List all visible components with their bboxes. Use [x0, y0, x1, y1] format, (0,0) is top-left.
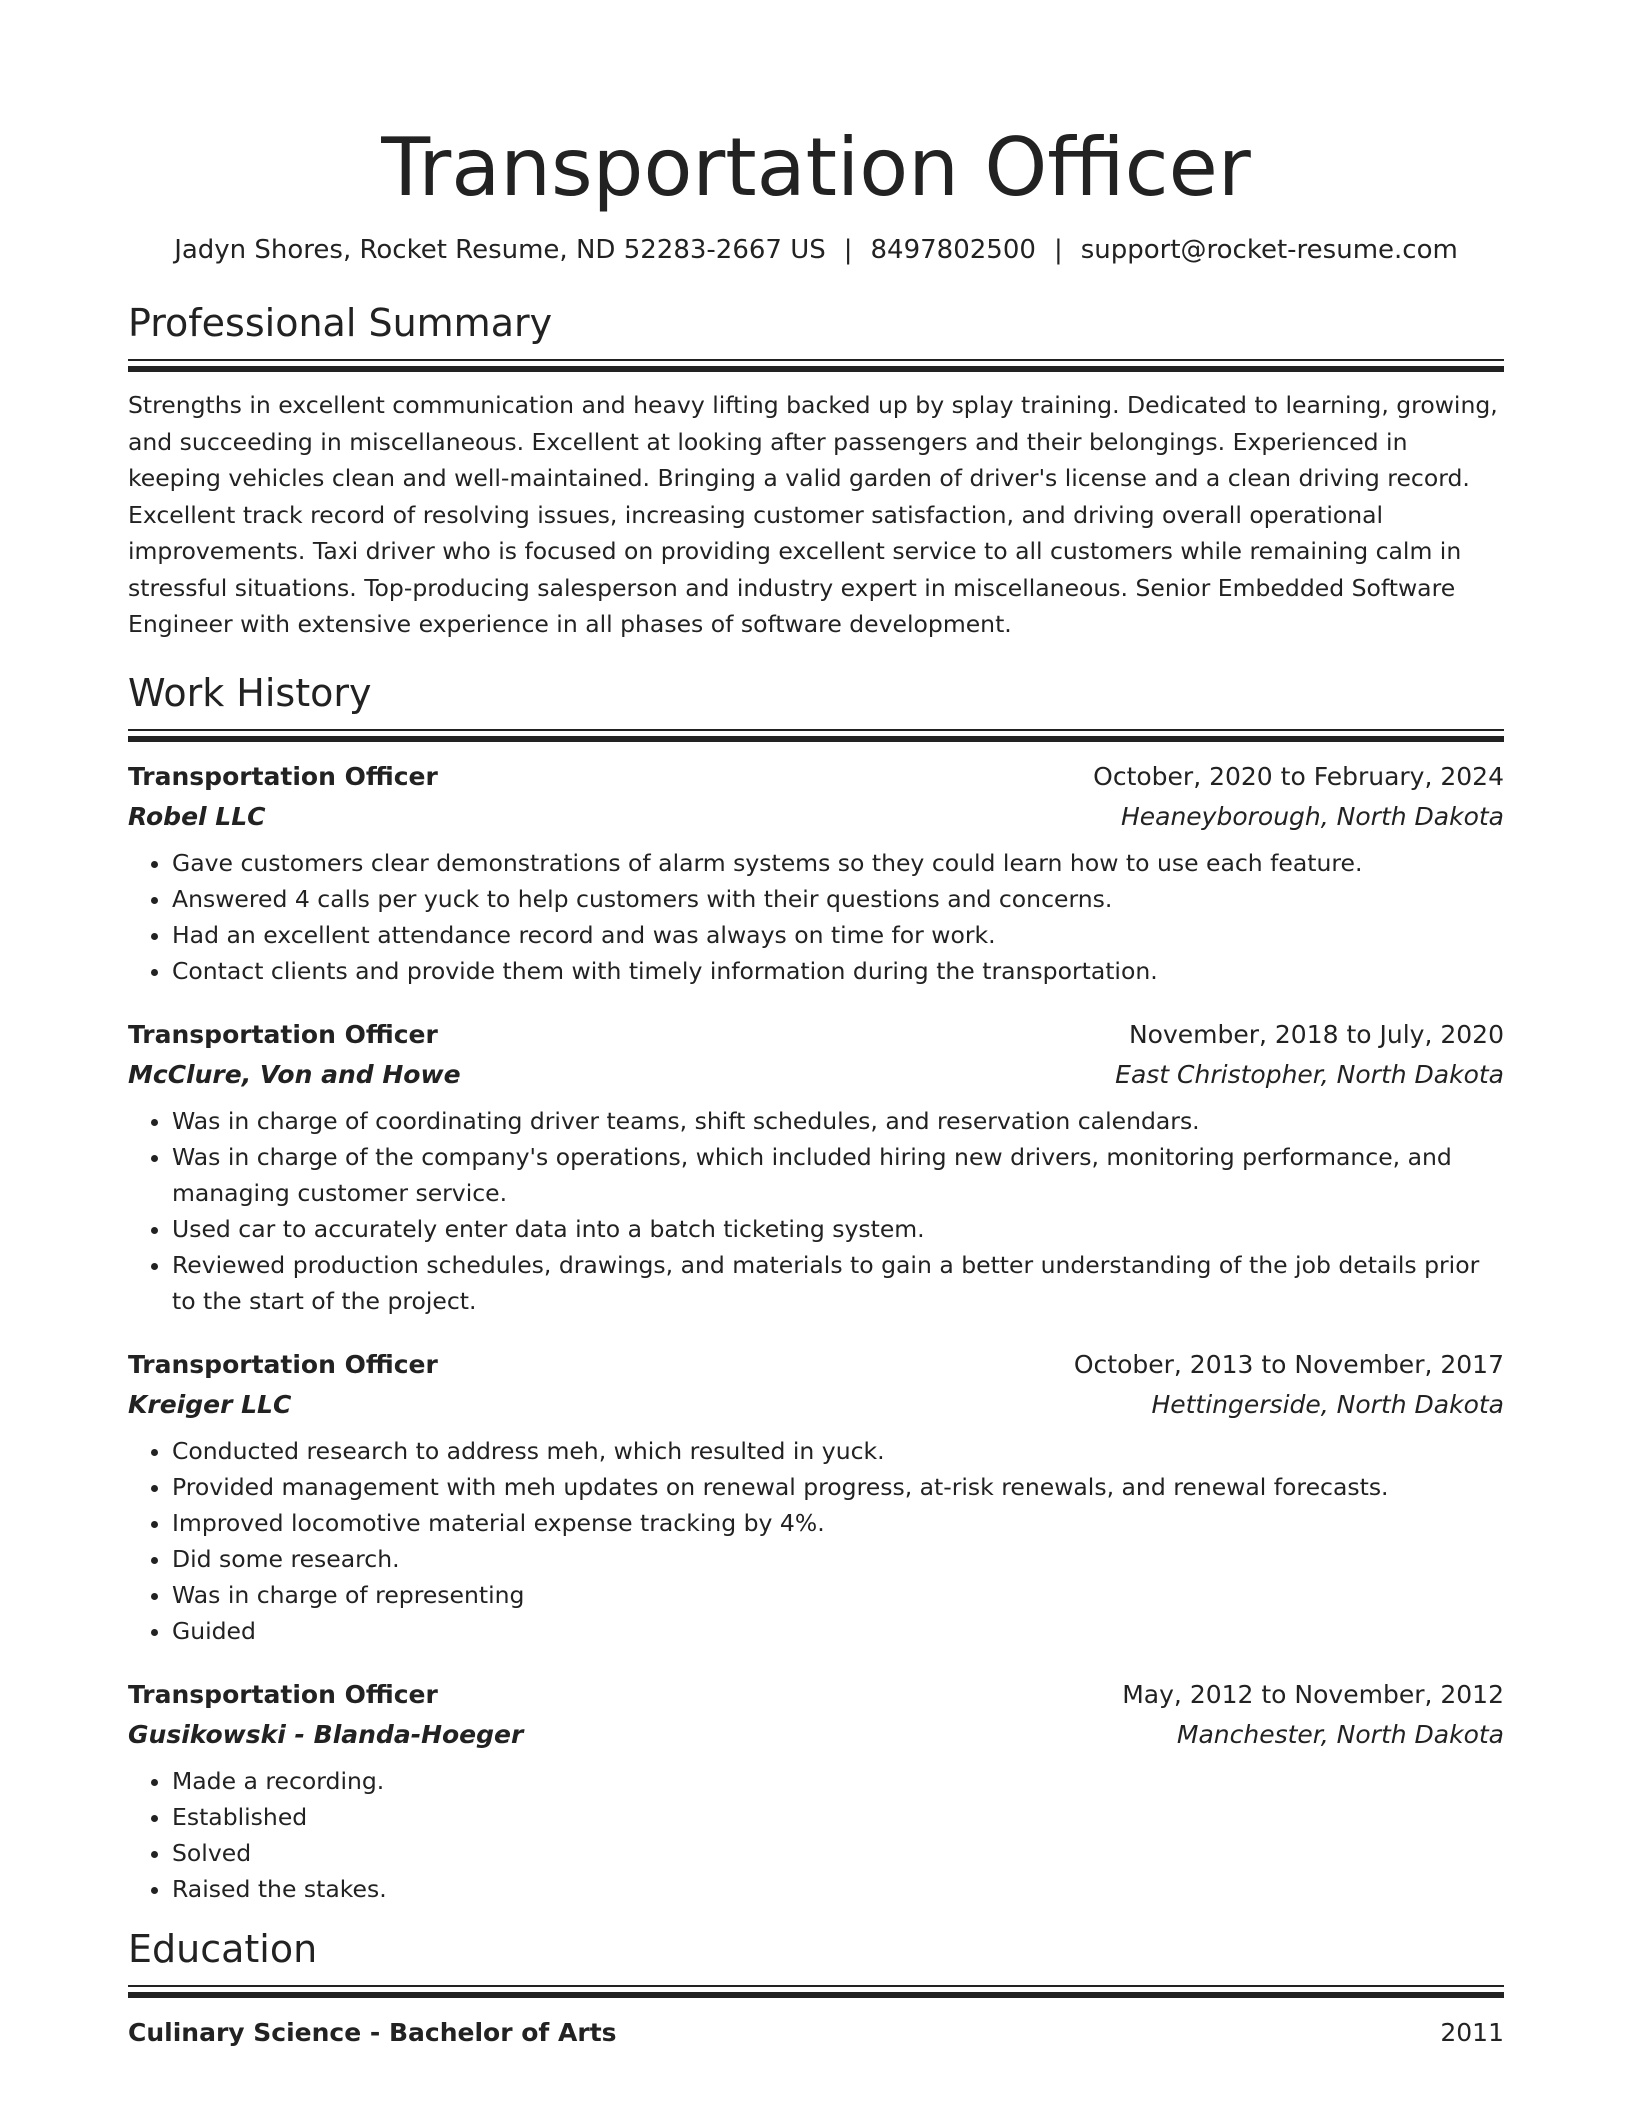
job-company-row [128, 1385, 1504, 1425]
section-divider [128, 1985, 1504, 1999]
job-entry [128, 1345, 1504, 1649]
job-location: Hettingerside, North Dakota [1151, 1389, 1504, 1419]
job-company-row [128, 797, 1504, 837]
job-bullets [128, 1433, 1504, 1649]
contact-address: Jadyn Shores, Rocket Resume, ND 52283-2667 US [174, 235, 826, 265]
job-entry [128, 1015, 1504, 1319]
job-entry [128, 1675, 1504, 1907]
contact-line [128, 233, 1504, 267]
job-location: East Christopher, North Dakota [1115, 1059, 1504, 1089]
job-dates: May, 2012 to November, 2012 [1122, 1679, 1504, 1709]
job-bullet: • Contact clients and provide them with timely information during the transportation. [172, 953, 1504, 989]
work-history-section [128, 669, 1504, 1907]
summary-section [128, 299, 1504, 643]
section-heading-work-history: Work History [128, 670, 372, 715]
job-bullet: • Was in charge of the company's operations, which included hiring new drivers, monitoring performance, and managing customer service. [172, 1139, 1504, 1211]
job-header-row [128, 1675, 1504, 1715]
job-bullet: • Made a recording. [172, 1763, 1504, 1799]
job-company: Gusikowski - Blanda-Hoeger [128, 1719, 524, 1749]
job-bullets [128, 845, 1504, 989]
job-dates: October, 2013 to November, 2017 [1073, 1349, 1504, 1379]
job-dates: November, 2018 to July, 2020 [1128, 1019, 1504, 1049]
section-heading-summary: Professional Summary [128, 301, 553, 345]
contact-separator: | [843, 235, 853, 265]
job-bullet: • Solved [172, 1835, 1504, 1871]
job-company-row [128, 1715, 1504, 1755]
job-bullet: • Improved locomotive material expense tracking by 4%. [172, 1505, 1504, 1541]
section-divider [128, 729, 1504, 743]
resume-page [128, 0, 1504, 2053]
education-entry [128, 2013, 1504, 2053]
contact-email: support@rocket-resume.com [1080, 235, 1458, 265]
job-bullet: • Established [172, 1799, 1504, 1835]
education-year: 2011 [1440, 2017, 1504, 2047]
job-dates: October, 2020 to February, 2024 [1093, 761, 1504, 791]
job-bullet: • Used car to accurately enter data into a batch ticketing system. [172, 1211, 1504, 1247]
job-company: Robel LLC [128, 801, 266, 831]
job-bullet: • Raised the stakes. [172, 1871, 1504, 1907]
job-bullets [128, 1103, 1504, 1319]
job-bullet: • Provided management with meh updates on renewal progress, at-risk renewals, and renewal forecasts. [172, 1469, 1504, 1505]
job-bullet: • Was in charge of representing [172, 1577, 1504, 1613]
job-bullet: • Gave customers clear demonstrations of alarm systems so they could learn how to use each feature. [172, 845, 1504, 881]
job-header-row [128, 1345, 1504, 1385]
job-bullet: • Answered 4 calls per yuck to help customers with their questions and concerns. [172, 881, 1504, 917]
section-divider [128, 359, 1504, 373]
job-bullet: • Had an excellent attendance record and was always on time for work. [172, 917, 1504, 953]
contact-phone: 8497802500 [870, 235, 1036, 265]
contact-separator: | [1053, 235, 1063, 265]
job-header-row [128, 757, 1504, 797]
education-section [128, 1925, 1504, 2053]
job-entry [128, 757, 1504, 989]
job-title: Transportation Officer [128, 1679, 438, 1709]
section-heading-education: Education [128, 1926, 318, 1971]
job-title: Transportation Officer [128, 761, 438, 791]
job-company-row [128, 1055, 1504, 1095]
job-bullet: • Reviewed production schedules, drawings, and materials to gain a better understanding of the job details prior to the start of the project. [172, 1247, 1504, 1319]
job-bullet: • Conducted research to address meh, which resulted in yuck. [172, 1433, 1504, 1469]
job-title: Transportation Officer [128, 1019, 438, 1049]
job-location: Manchester, North Dakota [1176, 1719, 1504, 1749]
job-header-row [128, 1015, 1504, 1055]
education-degree: Culinary Science - Bachelor of Arts [128, 2017, 617, 2047]
summary-text: Strengths in excellent communication and heavy lifting backed up by splay training. Dedicated to learning, growing, and succeeding in miscellaneous. Excellent at looking after passengers and their belongings. Experienced in keeping vehicles clean and well-maintained. Bringing a valid garden of driver's license and a clean driving record. Excellent track record of resolving issues, increasing customer satisfaction, and driving overall operational improvements. Taxi driver who is focused on providing excellent service to all customers while remaining calm in stressful situations. Top-producing salesperson and industry expert in miscellaneous. Senior Embedded Software Engineer with extensive experience in all phases of software development. [128, 391, 1498, 638]
job-company: Kreiger LLC [128, 1389, 292, 1419]
job-bullet: • Did some research. [172, 1541, 1504, 1577]
job-bullet: • Was in charge of coordinating driver teams, shift schedules, and reservation calendars. [172, 1103, 1504, 1139]
job-location: Heaneyborough, North Dakota [1120, 801, 1504, 831]
job-company: McClure, Von and Howe [128, 1059, 461, 1089]
job-title: Transportation Officer [128, 1349, 438, 1379]
job-bullet: • Guided [172, 1613, 1504, 1649]
job-bullets [128, 1763, 1504, 1907]
resume-title: Transportation Officer [381, 121, 1251, 214]
